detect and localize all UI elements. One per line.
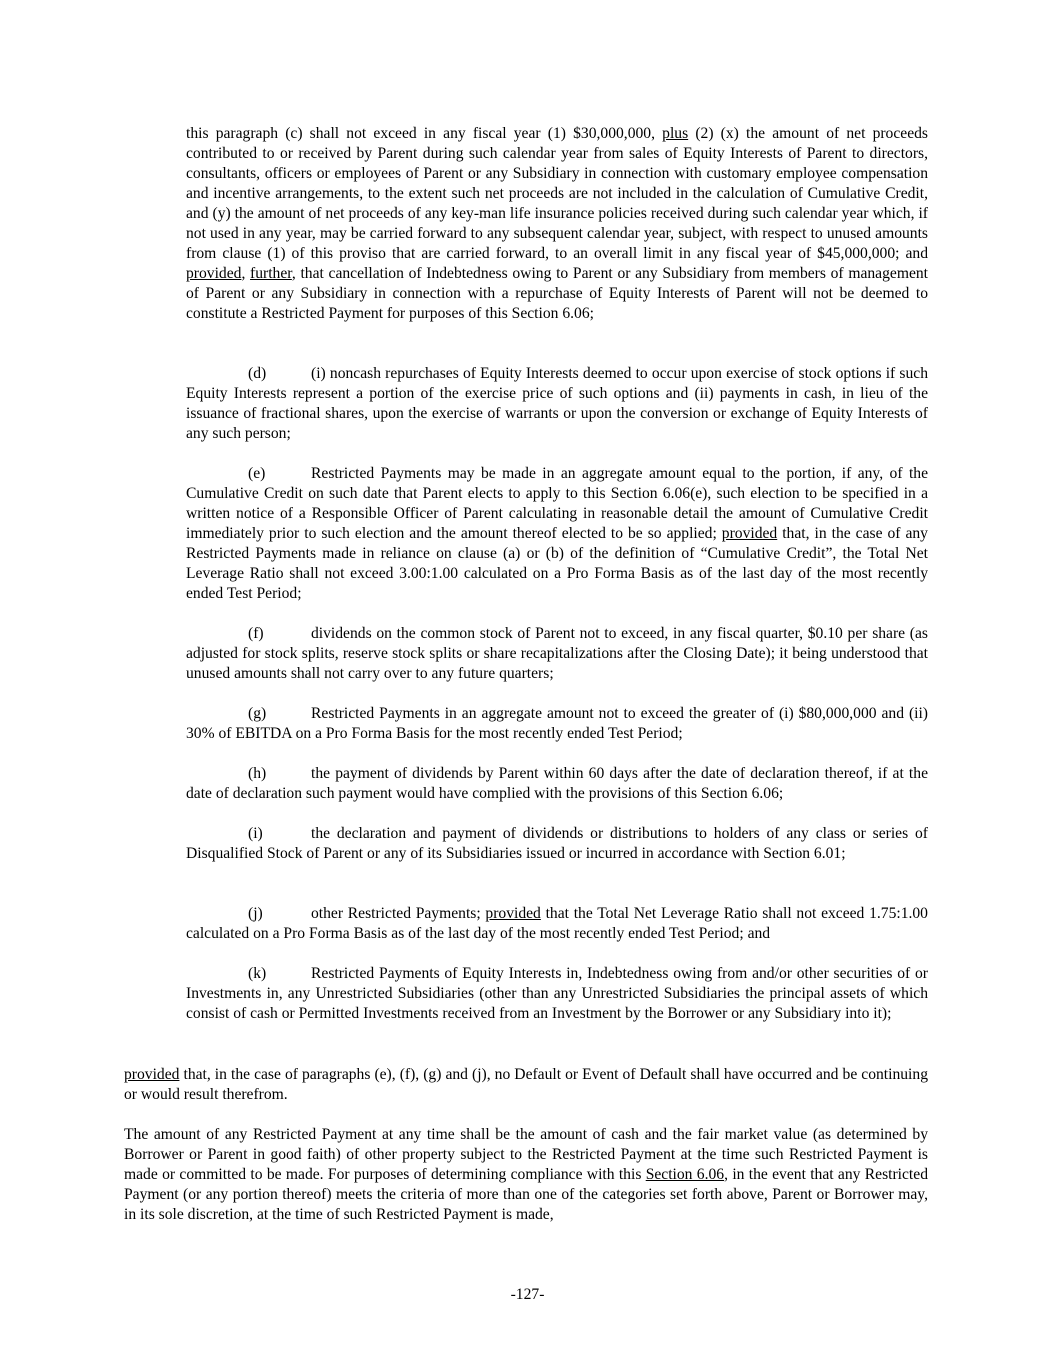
- clause-c-text-2: (2) (x) the amount of net proceeds contributed to or received by Parent during such calendar year from sales of Equity Interests of Parent to directors, consultants, officers or employees of Parent or any Subsidiary in connection with customary employee compensation and incentive arrangements, to the extent such net proceeds are not included in the calculation of Cumulative Credit, and (y) the amount of net proceeds of any key-man life insurance policies received during such calendar year which, if not used in any year, may be carried forward to any subsequent calendar year, subject, with respect to unused amounts from clause (1) of this proviso that are carried forward, to an overall limit in any fiscal year of $45,000,000; and: [186, 125, 928, 262]
- clause-g: [186, 704, 928, 744]
- clause-h: [186, 764, 928, 804]
- clause-c-text-3: ,: [241, 265, 251, 282]
- clause-c-text-1: this paragraph (c) shall not exceed in any fiscal year (1) $30,000,000,: [186, 125, 663, 142]
- clause-e: [186, 464, 928, 604]
- clause-c-continuation: [186, 124, 928, 324]
- clause-f-label: (f): [248, 625, 264, 642]
- clause-d-label: (d): [248, 365, 267, 382]
- clause-j-label: (j): [248, 905, 263, 922]
- clause-c-underlined-further: further: [250, 265, 292, 282]
- clause-e-text-2: that, in the case of any Restricted Payments made in reliance on clause (a) or (b) of the definition of “Cumulative Credit”, the Total Net Leverage Ratio shall not exceed 3.00:1.00 calculated on a Pro Forma Basis as of the last day of the most recently ended Test Period;: [186, 525, 928, 602]
- clause-d-text: (i) noncash repurchases of Equity Interests deemed to occur upon exercise of stock options if such Equity Interests represent a portion of the exercise price of such options and (ii) payments in cash, in lieu of the issuance of fractional shares, upon the exercise of warrants or upon the conversion or exchange of Equity Interests of any such person;: [186, 365, 928, 442]
- proviso-text: that, in the case of paragraphs (e), (f), (g) and (j), no Default or Event of Default shall have occurred and be continuing or would result therefrom.: [124, 1066, 928, 1103]
- clause-k-label: (k): [248, 965, 267, 982]
- clause-i: [186, 824, 928, 864]
- clause-g-label: (g): [248, 705, 267, 722]
- clause-k: [186, 964, 928, 1024]
- clause-e-underlined-provided: provided: [721, 525, 778, 542]
- clause-e-text-1: Restricted Payments may be made in an aggregate amount equal to the portion, if any, of the Cumulative Credit on such date that Parent elects to apply to this Section 6.06(e), such election to be specified in a written notice of a Responsible Officer of Parent calculating in reasonable detail the amount of Cumulative Credit immediately prior to such election and the amount thereof elected to be so applied;: [186, 465, 928, 542]
- clause-g-text: Restricted Payments in an aggregate amount not to exceed the greater of (i) $80,000,000 and (ii) 30% of EBITDA on a Pro Forma Basis for the most recently ended Test Period;: [186, 705, 928, 742]
- clause-c-underlined-provided: provided: [186, 265, 242, 282]
- clause-d: [186, 364, 928, 444]
- clause-e-label: (e): [248, 465, 266, 482]
- clause-i-label: (i): [248, 825, 263, 842]
- amount-text-1: The amount of any Restricted Payment at any time shall be the amount of cash and the fair market value (as determined by Borrower or Parent in good faith) of other property subject to the Restricted Payment at the time such Restricted Payment is made or committed to be made. For purposes of determining compliance with this: [124, 1126, 928, 1183]
- clause-j: [186, 904, 928, 944]
- clause-f: [186, 624, 928, 684]
- clause-j-underlined-provided: provided: [485, 905, 541, 922]
- clause-h-text: the payment of dividends by Parent within 60 days after the date of declaration thereof, if at the date of declaration such payment would have complied with the provisions of this Section 6.06;: [186, 765, 928, 802]
- clause-c-text-4: , that cancellation of Indebtedness owing to Parent or any Subsidiary from members of management of Parent or any Subsidiary in connection with a repurchase of Equity Interests of Parent will not be deemed to constitute a Restricted Payment for purposes of this Section 6.06;: [186, 265, 928, 322]
- clause-k-text: Restricted Payments of Equity Interests in, Indebtedness owing from and/or other securities of or Investments in, any Unrestricted Subsidiaries (other than any Unrestricted Subsidiaries the principal assets of which consist of cash or Permitted Investments received from an Investment by the Borrower or any Subsidiary into it);: [186, 965, 928, 1022]
- clause-c-underlined-plus: plus: [662, 125, 689, 142]
- clause-f-text: dividends on the common stock of Parent not to exceed, in any fiscal quarter, $0.10 per share (as adjusted for stock splits, reserve stock splits or share recapitalizations after the Closing Date); it being understood that unused amounts shall not carry over to any future quarters;: [186, 625, 928, 682]
- amount-paragraph: [124, 1125, 928, 1225]
- page-number: -127-: [510, 1286, 545, 1303]
- clause-j-text-2: that the Total Net Leverage Ratio shall not exceed 1.75:1.00 calculated on a Pro Forma Basis as of the last day of the most recently ended Test Period; and: [186, 905, 928, 942]
- clause-h-label: (h): [248, 765, 267, 782]
- clause-i-text: the declaration and payment of dividends or distributions to holders of any class or series of Disqualified Stock of Parent or any of its Subsidiaries issued or incurred in accordance with Section 6.01;: [186, 825, 928, 862]
- proviso-paragraph: [124, 1065, 928, 1105]
- proviso-underlined-provided: provided: [124, 1066, 180, 1083]
- amount-text-2: , in the event that any Restricted Payment (or any portion thereof) meets the criteria of more than one of the categories set forth above, Parent or Borrower may, in its sole discretion, at the time of such Restricted Payment is made,: [124, 1166, 928, 1223]
- amount-underlined-section: Section 6.06: [645, 1166, 725, 1183]
- clause-j-text-1: other Restricted Payments;: [311, 905, 486, 922]
